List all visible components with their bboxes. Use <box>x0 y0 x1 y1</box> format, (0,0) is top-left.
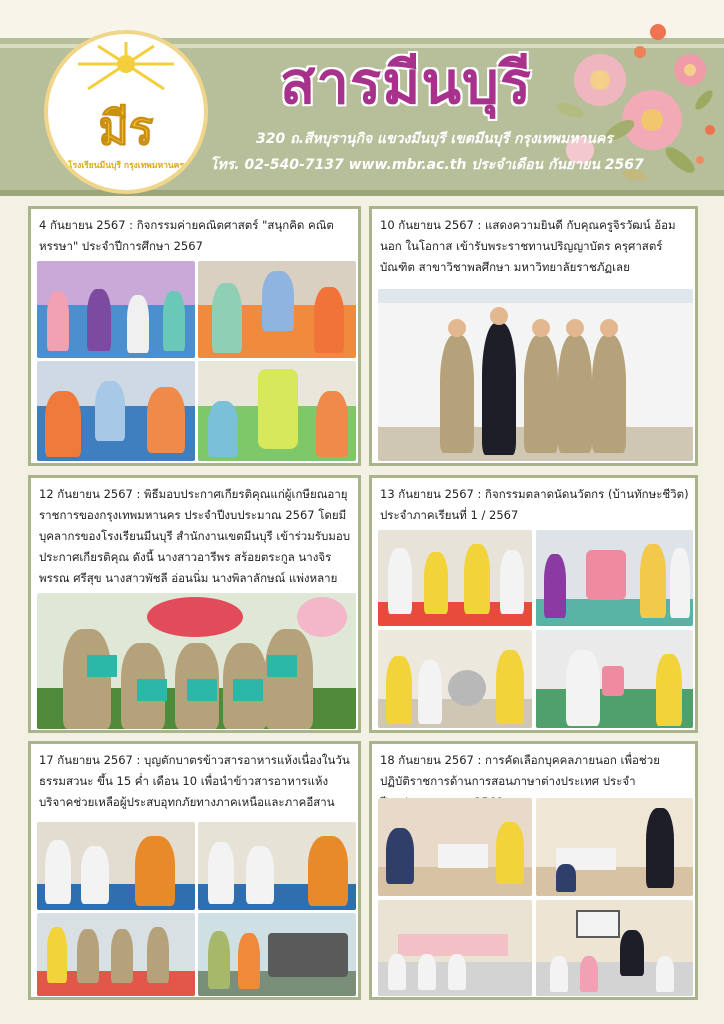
news-card-2 <box>369 206 698 466</box>
news-photo <box>378 798 532 896</box>
school-contact: โทร. 02-540-7137 www.mbr.ac.th ประจำเดือน กันยายน 2567 <box>210 157 644 173</box>
news-caption: 12 กันยายน 2567 : พิธีมอบประกาศเกียรติคุณแก่ผู้เกษียณอายุราชการของกรุงเทพมหานคร ประจำปีงบประมาณ 2567 โดยมีบุคลากรของโรงเรียนมีนบุรี สำนักงานเขตมีนบุรี เข้าร่วมรับมอบประกาศเกียรติคุณ ดังนี้ นางสาวอารีพร สร้อยตระกูล นางจิรพรรณ ศรีสุข นางสาวพัชลี อ่อนนิ่ม นางพิลาลักษณ์ แพ่งหลาย <box>39 487 351 585</box>
svg-text:มีร: มีร <box>98 101 154 155</box>
news-photo <box>198 261 356 358</box>
news-card-1 <box>28 206 361 466</box>
news-caption: 13 กันยายน 2567 : กิจกรรมตลาดนัดนวัตกร (บ้านทักษะชีวิต) ประจำภาคเรียนที่ 1 / 2567 <box>380 487 689 522</box>
news-photo <box>378 289 693 461</box>
logo-caption: โรงเรียนมีนบุรี กรุงเทพมหานคร <box>68 161 184 171</box>
news-caption: 10 กันยายน 2567 : แสดงความยินดี กับคุณครูจิรวัฒน์ อ้อมนอก ในโอกาส เข้ารับพระราชทานปริญญาบัตร ครุศาสตร์บัณฑิต สาขาวิชาพลศึกษา มหาวิทยาลัยราชภัฏเลย <box>380 218 676 274</box>
news-caption: 18 กันยายน 2567 : การคัดเลือกบุคคลภายนอก เพื่อช่วยปฏิบัติราชการด้านการสอนภาษาต่างประเทศ ประจำ <box>380 753 660 788</box>
news-photo <box>37 261 195 358</box>
news-caption: 17 กันยายน 2567 : บุญตักบาตรข้าวสารอาหารแห้งเนื่องในวันธรรมสวนะ ขึ้น 15 ค่ำ เดือน 10 เพื่อนำข้าวสารอาหารแห้งบริจาคช่วยเหลือผู้ประสบอุทกภัยทางภาคเหนือและภาคอีสาน <box>39 753 350 809</box>
news-card-4 <box>369 475 698 733</box>
news-photo <box>378 630 532 728</box>
news-photo <box>37 361 195 461</box>
news-photo <box>536 798 693 896</box>
school-logo <box>44 30 208 194</box>
news-photo <box>198 822 356 910</box>
news-photo <box>536 630 693 728</box>
news-card-3 <box>28 475 361 733</box>
news-photo <box>536 900 693 996</box>
news-caption: 4 กันยายน 2567 : กิจกรรมค่ายคณิตศาสตร์ "สนุกคิด คณิตหรรษา" ประจำปีการศึกษา 2567 <box>39 218 334 253</box>
news-photo <box>37 593 356 729</box>
news-photo <box>378 900 532 996</box>
news-photo <box>37 913 195 996</box>
school-address: 320 ถ.สีหบุรานุกิจ แขวงมีนบุรี เขตมีนบุรี กรุงเทพมหานคร <box>256 131 613 147</box>
news-photo <box>378 530 532 626</box>
news-card-5 <box>28 741 361 1000</box>
news-photo <box>536 530 693 626</box>
news-photo <box>37 822 195 910</box>
news-photo <box>198 913 356 996</box>
news-card-6 <box>369 741 698 1000</box>
news-photo <box>198 361 356 461</box>
newsletter-title: สารมีนบุรี <box>280 49 532 117</box>
